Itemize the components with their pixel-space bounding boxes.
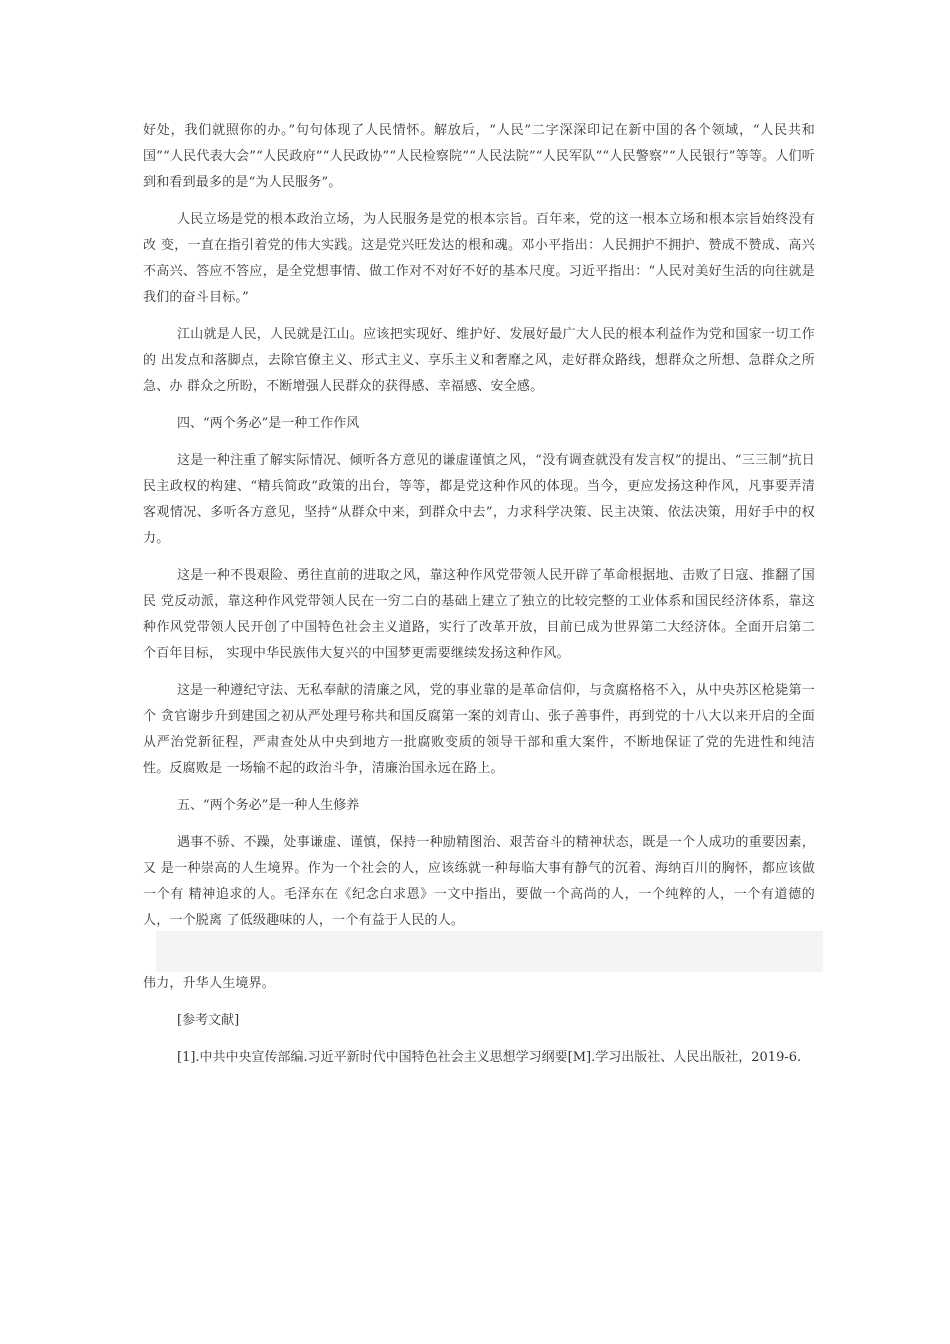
section-heading-4: 四、“两个务必”是一种工作作风 [177, 416, 360, 431]
references-title: [参考文献] [177, 1013, 240, 1028]
section-heading-5: 五、“两个务必”是一种人生修养 [177, 798, 360, 813]
paragraph-7: 遇事不骄、不躁，处事谦虚、谨慎，保持一种励精图治、艰苦奋斗的精神状态，既是一个人成功的重要因素，又 是一种崇高的人生境界。作为一个社会的人，应该练就一种每临大事有静气的沉着、海纳百川的胸怀，都应该做一个有 精神追求的人。毛泽东在《纪念白求恩》一文中指出，要做一个高尚的人，一个纯粹的人，一个有道德的人，一个脱离 了低级趣味的人，一个有益于人民的人。 [143, 835, 815, 928]
reference-item: [1].中共中央宣传部编.习近平新时代中国特色社会主义思想学习纲要[M].学习出版社、人民出版社，2019-6. [177, 1050, 802, 1065]
paragraph-8: 伟力，升华人生境界。 [143, 976, 276, 991]
paragraph-3: 江山就是人民，人民就是江山。应该把实现好、维护好、发展好最广大人民的根本利益作为党和国家一切工作的 出发点和落脚点，去除官僚主义、形式主义、享乐主义和奢靡之风，走好群众路线，想群众之所想、急群众之所急、办 群众之所盼，不断增强人民群众的获得感、幸福感、安全感。 [143, 327, 815, 394]
paragraph-5: 这是一种不畏艰险、勇往直前的进取之风，靠这种作风党带领人民开辟了革命根据地、击败了日寇、推翻了国民 党反动派，靠这种作风党带领人民在一穷二白的基础上建立了独立的比较完整的工业体系和国民经济体系，靠这种作风党带领人民开创了中国特色社会主义道路，实行了改革开放，目前已成为世界第二大经济体。全面开启第二个百年目标， 实现中华民族伟大复兴的中国梦更需要继续发扬这种作风。 [143, 568, 815, 661]
footer-gray-band [156, 931, 823, 972]
paragraph-6: 这是一种遵纪守法、无私奉献的清廉之风，党的事业靠的是革命信仰，与贪腐格格不入，从中央苏区枪毙第一个 贪官谢步升到建国之初从严处理号称共和国反腐第一案的刘青山、张子善事件，再到党的十八大以来开启的全面从严治党新征程，严肃查处从中央到地方一批腐败变质的领导干部和重大案件，不断地保证了党的先进性和纯洁性。反腐败是 一场输不起的政治斗争，清廉治国永远在路上。 [143, 683, 815, 776]
paragraph-4: 这是一种注重了解实际情况、倾听各方意见的谦虚谨慎之风，“没有调查就没有发言权”的提出、“三三制”抗日民主政权的构建、“精兵简政”政策的出台，等等，都是党这种作风的体现。当今，更应发扬这种作风，凡事要弄清客观情况、多听各方意见，坚持“从群众中来，到群众中去”，力求科学决策、民主决策、依法决策，用好手中的权力。 [143, 453, 815, 546]
paragraph-2: 人民立场是党的根本政治立场，为人民服务是党的根本宗旨。百年来，党的这一根本立场和根本宗旨始终没有改 变，一直在指引着党的伟大实践。这是党兴旺发达的根和魂。邓小平指出：人民拥护不拥护、赞成不赞成、高兴不高兴、答应不答应，是全党想事情、做工作对不对好不好的基本尺度。习近平指出：“人民对美好生活的向往就是我们的奋斗目标。” [143, 212, 815, 305]
document-body [143, 118, 815, 1071]
paragraph-1: 好处，我们就照你的办。”句句体现了人民情怀。解放后，“人民”二字深深印记在新中国的各个领域，“人民共和国”“人民代表大会”“人民政府”“人民政协”“人民检察院”“人民法院”“人民军队”“人民警察”“人民银行”等等。人们听到和看到最多的是“为人民服务”。 [143, 123, 815, 190]
